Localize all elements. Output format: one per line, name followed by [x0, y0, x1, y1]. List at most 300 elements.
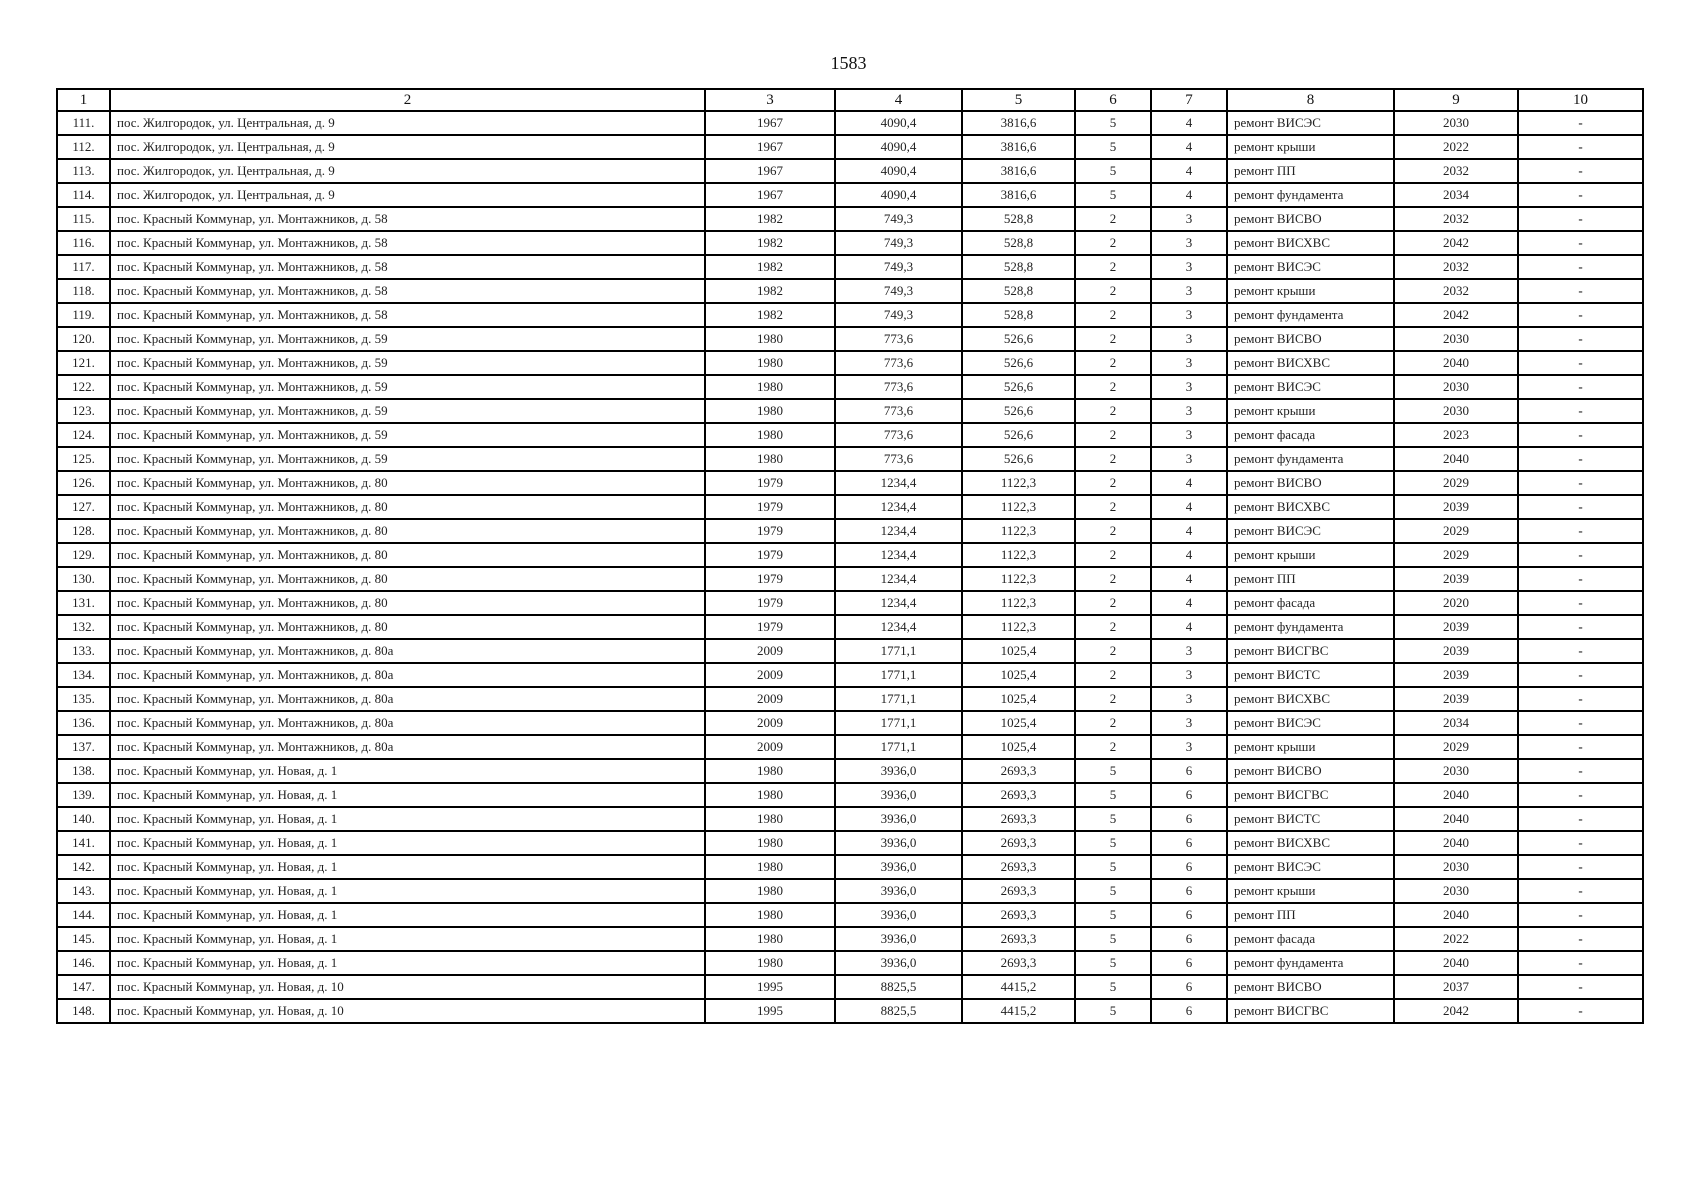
cell-year-built: 1980 [705, 351, 835, 375]
cell-address: пос. Красный Коммунар, ул. Новая, д. 1 [110, 927, 705, 951]
table-row [57, 591, 1643, 615]
cell-row-number: 142. [57, 855, 110, 879]
cell-entrances: 6 [1151, 903, 1227, 927]
cell-address: пос. Жилгородок, ул. Центральная, д. 9 [110, 183, 705, 207]
cell-planned-year: 2042 [1394, 999, 1518, 1023]
cell-total-area: 3936,0 [835, 903, 962, 927]
cell-address: пос. Красный Коммунар, ул. Новая, д. 10 [110, 975, 705, 999]
cell-living-area: 1025,4 [962, 687, 1075, 711]
cell-row-number: 134. [57, 663, 110, 687]
cell-note: - [1518, 687, 1643, 711]
cell-planned-year: 2039 [1394, 495, 1518, 519]
cell-year-built: 1979 [705, 543, 835, 567]
cell-living-area: 526,6 [962, 399, 1075, 423]
cell-floors: 2 [1075, 591, 1151, 615]
cell-living-area: 526,6 [962, 423, 1075, 447]
cell-living-area: 526,6 [962, 375, 1075, 399]
cell-entrances: 4 [1151, 135, 1227, 159]
cell-planned-year: 2030 [1394, 375, 1518, 399]
cell-address: пос. Красный Коммунар, ул. Монтажников, д. 58 [110, 231, 705, 255]
cell-planned-year: 2039 [1394, 615, 1518, 639]
cell-work-type: ремонт ВИСЭС [1227, 855, 1394, 879]
cell-row-number: 148. [57, 999, 110, 1023]
table-row [57, 543, 1643, 567]
cell-year-built: 1979 [705, 591, 835, 615]
cell-floors: 2 [1075, 351, 1151, 375]
cell-total-area: 749,3 [835, 231, 962, 255]
cell-entrances: 3 [1151, 663, 1227, 687]
cell-row-number: 145. [57, 927, 110, 951]
cell-address: пос. Красный Коммунар, ул. Монтажников, д. 58 [110, 303, 705, 327]
cell-address: пос. Красный Коммунар, ул. Новая, д. 1 [110, 759, 705, 783]
cell-total-area: 773,6 [835, 327, 962, 351]
column-header-4: 4 [835, 89, 962, 111]
cell-work-type: ремонт ВИСХВС [1227, 231, 1394, 255]
cell-year-built: 1982 [705, 303, 835, 327]
cell-floors: 5 [1075, 879, 1151, 903]
cell-living-area: 4415,2 [962, 975, 1075, 999]
cell-living-area: 528,8 [962, 207, 1075, 231]
cell-entrances: 4 [1151, 471, 1227, 495]
column-header-7: 7 [1151, 89, 1227, 111]
cell-year-built: 1967 [705, 159, 835, 183]
cell-total-area: 1771,1 [835, 639, 962, 663]
cell-total-area: 3936,0 [835, 807, 962, 831]
cell-entrances: 6 [1151, 879, 1227, 903]
cell-address: пос. Красный Коммунар, ул. Новая, д. 1 [110, 807, 705, 831]
cell-planned-year: 2040 [1394, 447, 1518, 471]
cell-entrances: 6 [1151, 927, 1227, 951]
cell-entrances: 4 [1151, 591, 1227, 615]
cell-planned-year: 2039 [1394, 687, 1518, 711]
cell-planned-year: 2042 [1394, 231, 1518, 255]
cell-planned-year: 2037 [1394, 975, 1518, 999]
cell-entrances: 4 [1151, 519, 1227, 543]
cell-year-built: 1979 [705, 615, 835, 639]
cell-year-built: 1967 [705, 135, 835, 159]
cell-floors: 2 [1075, 615, 1151, 639]
cell-work-type: ремонт ВИСЭС [1227, 711, 1394, 735]
cell-year-built: 1980 [705, 879, 835, 903]
cell-row-number: 123. [57, 399, 110, 423]
cell-entrances: 6 [1151, 951, 1227, 975]
cell-year-built: 1980 [705, 927, 835, 951]
table-row [57, 807, 1643, 831]
table-row [57, 255, 1643, 279]
cell-note: - [1518, 567, 1643, 591]
cell-note: - [1518, 519, 1643, 543]
cell-row-number: 141. [57, 831, 110, 855]
cell-floors: 5 [1075, 831, 1151, 855]
cell-work-type: ремонт крыши [1227, 735, 1394, 759]
cell-row-number: 116. [57, 231, 110, 255]
table-row [57, 471, 1643, 495]
cell-work-type: ремонт ВИСХВС [1227, 351, 1394, 375]
cell-floors: 2 [1075, 375, 1151, 399]
column-header-8: 8 [1227, 89, 1394, 111]
cell-entrances: 6 [1151, 783, 1227, 807]
cell-planned-year: 2023 [1394, 423, 1518, 447]
page-number: 1583 [830, 53, 867, 73]
cell-planned-year: 2029 [1394, 735, 1518, 759]
cell-address: пос. Красный Коммунар, ул. Монтажников, д. 58 [110, 207, 705, 231]
cell-living-area: 1025,4 [962, 663, 1075, 687]
cell-address: пос. Красный Коммунар, ул. Новая, д. 1 [110, 783, 705, 807]
cell-row-number: 112. [57, 135, 110, 159]
cell-year-built: 1982 [705, 255, 835, 279]
cell-entrances: 4 [1151, 159, 1227, 183]
cell-living-area: 2693,3 [962, 807, 1075, 831]
cell-planned-year: 2029 [1394, 519, 1518, 543]
table-row [57, 879, 1643, 903]
cell-floors: 2 [1075, 327, 1151, 351]
table-row [57, 903, 1643, 927]
cell-note: - [1518, 615, 1643, 639]
cell-note: - [1518, 111, 1643, 135]
cell-planned-year: 2030 [1394, 327, 1518, 351]
cell-entrances: 6 [1151, 831, 1227, 855]
cell-work-type: ремонт ПП [1227, 159, 1394, 183]
cell-note: - [1518, 879, 1643, 903]
cell-floors: 2 [1075, 735, 1151, 759]
cell-floors: 2 [1075, 687, 1151, 711]
cell-row-number: 127. [57, 495, 110, 519]
cell-address: пос. Красный Коммунар, ул. Новая, д. 1 [110, 831, 705, 855]
cell-total-area: 749,3 [835, 255, 962, 279]
cell-floors: 5 [1075, 183, 1151, 207]
cell-planned-year: 2032 [1394, 207, 1518, 231]
cell-work-type: ремонт ВИСТС [1227, 807, 1394, 831]
cell-year-built: 1980 [705, 951, 835, 975]
cell-living-area: 1122,3 [962, 543, 1075, 567]
cell-floors: 2 [1075, 711, 1151, 735]
cell-entrances: 4 [1151, 495, 1227, 519]
cell-planned-year: 2030 [1394, 855, 1518, 879]
cell-living-area: 2693,3 [962, 855, 1075, 879]
cell-total-area: 4090,4 [835, 111, 962, 135]
cell-row-number: 147. [57, 975, 110, 999]
cell-entrances: 4 [1151, 615, 1227, 639]
cell-work-type: ремонт крыши [1227, 279, 1394, 303]
cell-living-area: 2693,3 [962, 951, 1075, 975]
cell-address: пос. Красный Коммунар, ул. Монтажников, д. 58 [110, 279, 705, 303]
cell-floors: 2 [1075, 279, 1151, 303]
cell-note: - [1518, 663, 1643, 687]
cell-entrances: 6 [1151, 807, 1227, 831]
cell-planned-year: 2040 [1394, 831, 1518, 855]
cell-planned-year: 2040 [1394, 903, 1518, 927]
cell-work-type: ремонт фундамента [1227, 615, 1394, 639]
cell-total-area: 773,6 [835, 447, 962, 471]
column-header-6: 6 [1075, 89, 1151, 111]
cell-address: пос. Красный Коммунар, ул. Монтажников, д. 80 [110, 471, 705, 495]
cell-total-area: 1234,4 [835, 543, 962, 567]
cell-living-area: 528,8 [962, 279, 1075, 303]
cell-note: - [1518, 399, 1643, 423]
cell-total-area: 773,6 [835, 375, 962, 399]
cell-work-type: ремонт ВИСЭС [1227, 111, 1394, 135]
cell-note: - [1518, 903, 1643, 927]
cell-row-number: 126. [57, 471, 110, 495]
cell-work-type: ремонт фундамента [1227, 183, 1394, 207]
cell-total-area: 1771,1 [835, 687, 962, 711]
table-row [57, 399, 1643, 423]
cell-row-number: 115. [57, 207, 110, 231]
cell-entrances: 6 [1151, 975, 1227, 999]
cell-planned-year: 2020 [1394, 591, 1518, 615]
cell-living-area: 1122,3 [962, 615, 1075, 639]
table-row [57, 759, 1643, 783]
cell-planned-year: 2030 [1394, 759, 1518, 783]
cell-work-type: ремонт фасада [1227, 927, 1394, 951]
cell-total-area: 749,3 [835, 279, 962, 303]
cell-total-area: 1234,4 [835, 519, 962, 543]
table-row [57, 111, 1643, 135]
cell-year-built: 1980 [705, 759, 835, 783]
cell-living-area: 2693,3 [962, 927, 1075, 951]
cell-living-area: 2693,3 [962, 831, 1075, 855]
cell-floors: 5 [1075, 111, 1151, 135]
cell-planned-year: 2030 [1394, 399, 1518, 423]
column-header-10: 10 [1518, 89, 1643, 111]
cell-living-area: 2693,3 [962, 759, 1075, 783]
cell-floors: 2 [1075, 471, 1151, 495]
cell-work-type: ремонт ВИСВО [1227, 759, 1394, 783]
cell-entrances: 3 [1151, 207, 1227, 231]
cell-work-type: ремонт фасада [1227, 591, 1394, 615]
cell-row-number: 144. [57, 903, 110, 927]
cell-year-built: 1979 [705, 567, 835, 591]
cell-row-number: 122. [57, 375, 110, 399]
cell-planned-year: 2032 [1394, 279, 1518, 303]
cell-floors: 2 [1075, 399, 1151, 423]
table-row [57, 855, 1643, 879]
cell-note: - [1518, 423, 1643, 447]
table-row [57, 423, 1643, 447]
cell-entrances: 4 [1151, 543, 1227, 567]
table-row [57, 375, 1643, 399]
cell-entrances: 4 [1151, 567, 1227, 591]
cell-row-number: 133. [57, 639, 110, 663]
cell-living-area: 3816,6 [962, 111, 1075, 135]
cell-floors: 5 [1075, 999, 1151, 1023]
cell-living-area: 528,8 [962, 303, 1075, 327]
cell-total-area: 8825,5 [835, 975, 962, 999]
cell-work-type: ремонт фундамента [1227, 303, 1394, 327]
cell-year-built: 2009 [705, 639, 835, 663]
cell-work-type: ремонт крыши [1227, 399, 1394, 423]
table-row [57, 999, 1643, 1023]
table-row [57, 615, 1643, 639]
cell-row-number: 113. [57, 159, 110, 183]
cell-floors: 2 [1075, 567, 1151, 591]
cell-address: пос. Красный Коммунар, ул. Монтажников, д. 80 [110, 591, 705, 615]
cell-work-type: ремонт фундамента [1227, 447, 1394, 471]
cell-address: пос. Красный Коммунар, ул. Новая, д. 10 [110, 999, 705, 1023]
cell-work-type: ремонт ПП [1227, 903, 1394, 927]
cell-entrances: 3 [1151, 639, 1227, 663]
cell-work-type: ремонт ВИСВО [1227, 471, 1394, 495]
cell-entrances: 3 [1151, 687, 1227, 711]
cell-floors: 2 [1075, 663, 1151, 687]
cell-note: - [1518, 447, 1643, 471]
cell-planned-year: 2042 [1394, 303, 1518, 327]
cell-year-built: 1980 [705, 783, 835, 807]
cell-living-area: 526,6 [962, 351, 1075, 375]
cell-note: - [1518, 255, 1643, 279]
cell-floors: 2 [1075, 639, 1151, 663]
cell-floors: 2 [1075, 303, 1151, 327]
cell-total-area: 3936,0 [835, 759, 962, 783]
cell-year-built: 1979 [705, 471, 835, 495]
cell-note: - [1518, 975, 1643, 999]
cell-total-area: 3936,0 [835, 927, 962, 951]
cell-entrances: 3 [1151, 447, 1227, 471]
cell-work-type: ремонт ВИСТС [1227, 663, 1394, 687]
table-row [57, 567, 1643, 591]
cell-entrances: 6 [1151, 759, 1227, 783]
cell-planned-year: 2039 [1394, 567, 1518, 591]
table-row [57, 687, 1643, 711]
cell-note: - [1518, 135, 1643, 159]
table-body [57, 111, 1643, 1023]
cell-entrances: 3 [1151, 423, 1227, 447]
cell-total-area: 4090,4 [835, 159, 962, 183]
cell-address: пос. Красный Коммунар, ул. Монтажников, д. 80а [110, 639, 705, 663]
cell-living-area: 528,8 [962, 255, 1075, 279]
cell-floors: 5 [1075, 951, 1151, 975]
cell-year-built: 2009 [705, 735, 835, 759]
cell-address: пос. Красный Коммунар, ул. Монтажников, д. 80а [110, 735, 705, 759]
cell-planned-year: 2030 [1394, 111, 1518, 135]
cell-year-built: 1982 [705, 231, 835, 255]
cell-work-type: ремонт крыши [1227, 543, 1394, 567]
table-row [57, 639, 1643, 663]
column-header-3: 3 [705, 89, 835, 111]
cell-address: пос. Жилгородок, ул. Центральная, д. 9 [110, 135, 705, 159]
cell-row-number: 119. [57, 303, 110, 327]
cell-floors: 5 [1075, 855, 1151, 879]
cell-total-area: 3936,0 [835, 855, 962, 879]
cell-entrances: 3 [1151, 399, 1227, 423]
cell-year-built: 1982 [705, 279, 835, 303]
cell-floors: 2 [1075, 423, 1151, 447]
cell-address: пос. Красный Коммунар, ул. Монтажников, д. 59 [110, 351, 705, 375]
cell-entrances: 3 [1151, 711, 1227, 735]
cell-entrances: 3 [1151, 303, 1227, 327]
cell-living-area: 2693,3 [962, 783, 1075, 807]
cell-address: пос. Красный Коммунар, ул. Монтажников, д. 59 [110, 447, 705, 471]
cell-floors: 2 [1075, 255, 1151, 279]
cell-living-area: 2693,3 [962, 879, 1075, 903]
cell-address: пос. Красный Коммунар, ул. Монтажников, д. 80а [110, 687, 705, 711]
cell-row-number: 124. [57, 423, 110, 447]
cell-row-number: 130. [57, 567, 110, 591]
cell-entrances: 3 [1151, 735, 1227, 759]
table-row [57, 735, 1643, 759]
cell-planned-year: 2040 [1394, 783, 1518, 807]
cell-total-area: 3936,0 [835, 831, 962, 855]
cell-year-built: 1980 [705, 831, 835, 855]
cell-note: - [1518, 183, 1643, 207]
table-row [57, 159, 1643, 183]
cell-floors: 2 [1075, 519, 1151, 543]
cell-address: пос. Красный Коммунар, ул. Монтажников, д. 80 [110, 519, 705, 543]
cell-row-number: 138. [57, 759, 110, 783]
table-row [57, 783, 1643, 807]
cell-note: - [1518, 759, 1643, 783]
cell-work-type: ремонт фундамента [1227, 951, 1394, 975]
table-row [57, 279, 1643, 303]
cell-planned-year: 2029 [1394, 471, 1518, 495]
cell-note: - [1518, 855, 1643, 879]
cell-year-built: 2009 [705, 687, 835, 711]
cell-note: - [1518, 807, 1643, 831]
table-row [57, 711, 1643, 735]
cell-year-built: 1979 [705, 519, 835, 543]
cell-work-type: ремонт ПП [1227, 567, 1394, 591]
cell-planned-year: 2039 [1394, 639, 1518, 663]
cell-floors: 5 [1075, 135, 1151, 159]
cell-note: - [1518, 159, 1643, 183]
cell-entrances: 4 [1151, 111, 1227, 135]
cell-total-area: 773,6 [835, 351, 962, 375]
cell-row-number: 121. [57, 351, 110, 375]
cell-year-built: 1980 [705, 903, 835, 927]
cell-total-area: 1771,1 [835, 663, 962, 687]
column-header-9: 9 [1394, 89, 1518, 111]
cell-row-number: 128. [57, 519, 110, 543]
cell-living-area: 1025,4 [962, 711, 1075, 735]
cell-work-type: ремонт ВИСЭС [1227, 519, 1394, 543]
cell-address: пос. Красный Коммунар, ул. Монтажников, д. 58 [110, 255, 705, 279]
cell-work-type: ремонт ВИСХВС [1227, 687, 1394, 711]
cell-row-number: 120. [57, 327, 110, 351]
cell-planned-year: 2040 [1394, 351, 1518, 375]
cell-total-area: 749,3 [835, 303, 962, 327]
cell-entrances: 3 [1151, 351, 1227, 375]
cell-total-area: 773,6 [835, 423, 962, 447]
cell-total-area: 1234,4 [835, 591, 962, 615]
cell-address: пос. Красный Коммунар, ул. Монтажников, д. 80 [110, 543, 705, 567]
cell-work-type: ремонт фасада [1227, 423, 1394, 447]
cell-year-built: 1980 [705, 807, 835, 831]
cell-address: пос. Красный Коммунар, ул. Монтажников, д. 80а [110, 663, 705, 687]
cell-work-type: ремонт ВИСХВС [1227, 831, 1394, 855]
cell-row-number: 129. [57, 543, 110, 567]
cell-work-type: ремонт ВИСВО [1227, 975, 1394, 999]
table-row [57, 831, 1643, 855]
cell-work-type: ремонт крыши [1227, 879, 1394, 903]
cell-living-area: 1122,3 [962, 567, 1075, 591]
cell-total-area: 1771,1 [835, 735, 962, 759]
cell-address: пос. Красный Коммунар, ул. Новая, д. 1 [110, 951, 705, 975]
cell-year-built: 1980 [705, 855, 835, 879]
cell-address: пос. Красный Коммунар, ул. Монтажников, д. 59 [110, 327, 705, 351]
cell-work-type: ремонт ВИСХВС [1227, 495, 1394, 519]
cell-total-area: 1234,4 [835, 615, 962, 639]
table-row [57, 135, 1643, 159]
cell-living-area: 3816,6 [962, 135, 1075, 159]
cell-entrances: 6 [1151, 999, 1227, 1023]
cell-note: - [1518, 951, 1643, 975]
cell-planned-year: 2034 [1394, 711, 1518, 735]
cell-note: - [1518, 471, 1643, 495]
cell-entrances: 6 [1151, 855, 1227, 879]
cell-row-number: 146. [57, 951, 110, 975]
cell-entrances: 3 [1151, 327, 1227, 351]
cell-year-built: 1995 [705, 975, 835, 999]
